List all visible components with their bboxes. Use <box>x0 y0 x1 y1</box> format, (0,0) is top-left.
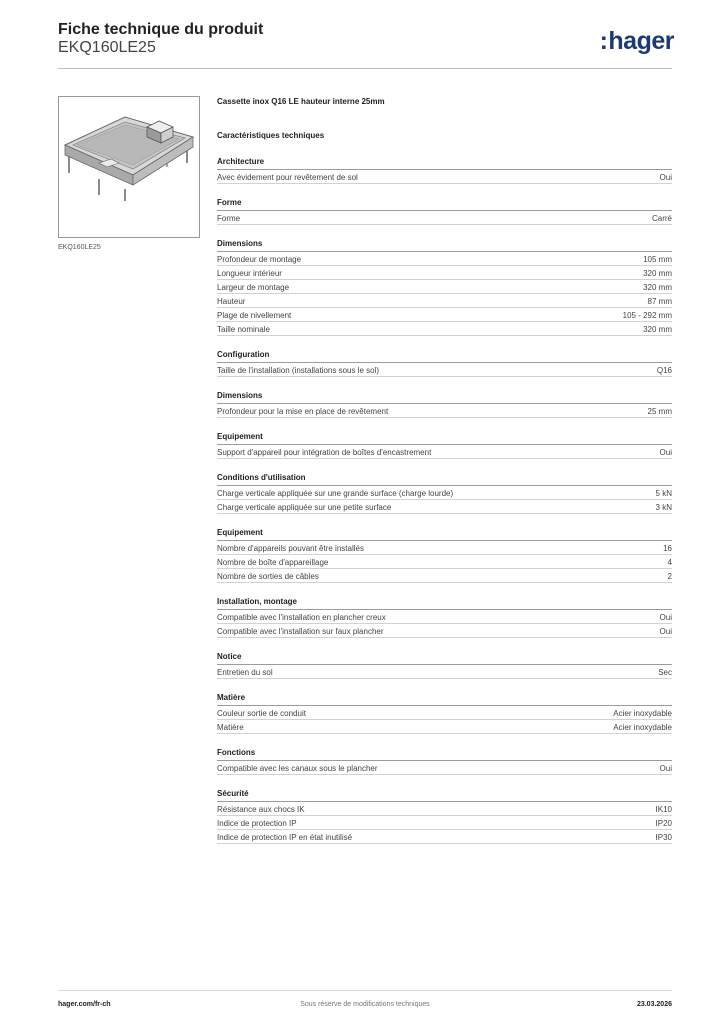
spec-group-title: Forme <box>217 197 672 211</box>
spec-value: Oui <box>659 627 672 636</box>
spec-label: Profondeur pour la mise en place de revêtement <box>217 407 389 416</box>
logo-text: hager <box>608 27 674 55</box>
spec-row <box>217 266 672 280</box>
spec-label: Avec évidement pour revêtement de sol <box>217 173 358 182</box>
spec-value: Oui <box>659 764 672 773</box>
footer-notice: Sous réserve de modifications techniques <box>300 1001 430 1008</box>
spec-group-title: Dimensions <box>217 238 672 252</box>
spec-label: Hauteur <box>217 297 246 306</box>
spec-group-title: Dimensions <box>217 390 672 404</box>
spec-group-title: Configuration <box>217 349 672 363</box>
spec-group <box>217 197 672 225</box>
spec-value: 320 mm <box>643 325 672 334</box>
spec-row <box>217 610 672 624</box>
spec-label: Forme <box>217 214 241 223</box>
spec-label: Nombre de sorties de câbles <box>217 572 319 581</box>
spec-group-title: Sécurité <box>217 788 672 802</box>
spec-group <box>217 472 672 514</box>
spec-row <box>217 555 672 569</box>
spec-group-title: Equipement <box>217 527 672 541</box>
spec-label: Indice de protection IP en état inutilisé <box>217 833 353 842</box>
spec-group-title: Notice <box>217 651 672 665</box>
spec-group-title: Installation, montage <box>217 596 672 610</box>
spec-value: 2 <box>667 572 672 581</box>
spec-row <box>217 252 672 266</box>
spec-value: 320 mm <box>643 283 672 292</box>
spec-value: Carré <box>651 214 672 223</box>
spec-group <box>217 788 672 844</box>
spec-group <box>217 651 672 679</box>
spec-row <box>217 830 672 844</box>
spec-value: 4 <box>667 558 672 567</box>
spec-group <box>217 349 672 377</box>
spec-group <box>217 747 672 775</box>
spec-row <box>217 294 672 308</box>
spec-row <box>217 665 672 679</box>
spec-value: IP30 <box>655 833 672 842</box>
spec-group <box>217 238 672 336</box>
spec-value: Oui <box>659 173 672 182</box>
spec-group-title: Equipement <box>217 431 672 445</box>
spec-value: Q16 <box>656 366 672 375</box>
spec-value: 16 <box>663 544 672 553</box>
footer-divider <box>58 990 672 991</box>
spec-label: Nombre d'appareils pouvant être installés <box>217 544 364 553</box>
spec-group <box>217 596 672 638</box>
spec-row <box>217 706 672 720</box>
spec-value: Acier inoxydable <box>613 709 672 718</box>
spec-label: Résistance aux chocs IK <box>217 805 305 814</box>
spec-value: 5 kN <box>655 489 672 498</box>
spec-row <box>217 322 672 336</box>
footer-date: 23.03.2026 <box>636 1001 672 1008</box>
spec-group <box>217 390 672 418</box>
spec-group <box>217 156 672 184</box>
spec-row <box>217 761 672 775</box>
spec-row <box>217 486 672 500</box>
spec-value: 105 mm <box>643 255 672 264</box>
spec-group <box>217 527 672 583</box>
spec-label: Largeur de montage <box>217 283 290 292</box>
spec-group-title: Conditions d'utilisation <box>217 472 672 486</box>
floor-box-cassette-illustration <box>59 97 199 237</box>
section-heading: Caractéristiques techniques <box>217 131 325 140</box>
spec-value: IK10 <box>655 805 672 814</box>
spec-label: Charge verticale appliquée sur une petite surface <box>217 503 392 512</box>
spec-label: Nombre de boîte d'appareillage <box>217 558 329 567</box>
spec-value: 105 - 292 mm <box>622 311 672 320</box>
spec-row <box>217 170 672 184</box>
spec-value: 3 kN <box>655 503 672 512</box>
spec-row <box>217 211 672 225</box>
spec-label: Matière <box>217 723 244 732</box>
spec-row <box>217 541 672 555</box>
spec-label: Longueur intérieur <box>217 269 282 278</box>
header-divider <box>58 68 672 69</box>
spec-label: Taille de l'installation (installations sous le sol) <box>217 366 380 375</box>
spec-value: Sec <box>658 668 672 677</box>
product-reference: EKQ160LE25 <box>58 39 156 56</box>
spec-row <box>217 363 672 377</box>
spec-label: Entretien du sol <box>217 668 273 677</box>
spec-label: Support d'appareil pour intégration de boîtes d'encastrement <box>217 448 432 457</box>
spec-row <box>217 802 672 816</box>
spec-row <box>217 816 672 830</box>
spec-label: Compatible avec les canaux sous le plancher <box>217 764 378 773</box>
spec-value: Oui <box>659 448 672 457</box>
spec-group-title: Matière <box>217 692 672 706</box>
spec-label: Couleur sortie de conduit <box>217 709 306 718</box>
spec-label: Indice de protection IP <box>217 819 297 828</box>
spec-label: Compatible avec l'installation sur faux plancher <box>217 627 384 636</box>
spec-group <box>217 692 672 734</box>
product-image <box>58 96 200 238</box>
spec-row <box>217 624 672 638</box>
spec-row <box>217 308 672 322</box>
spec-row <box>217 500 672 514</box>
spec-label: Charge verticale appliquée sur une grande surface (charge lourde) <box>217 489 454 498</box>
spec-label: Profondeur de montage <box>217 255 302 264</box>
image-caption: EKQ160LE25 <box>58 244 101 251</box>
spec-content <box>217 96 672 857</box>
spec-label: Plage de nivellement <box>217 311 292 320</box>
spec-row <box>217 445 672 459</box>
spec-label: Taille nominale <box>217 325 270 334</box>
spec-value: 25 mm <box>647 407 672 416</box>
spec-row <box>217 404 672 418</box>
spec-group-title: Fonctions <box>217 747 672 761</box>
spec-row <box>217 569 672 583</box>
spec-group <box>217 431 672 459</box>
spec-value: 87 mm <box>647 297 672 306</box>
logo-prefix: : <box>599 27 608 55</box>
spec-row <box>217 280 672 294</box>
hager-logo <box>600 28 674 54</box>
product-name: Cassette inox Q16 LE hauteur interne 25mm <box>217 97 385 106</box>
spec-group-title: Architecture <box>217 156 672 170</box>
spec-value: Acier inoxydable <box>613 723 672 732</box>
footer-website-link[interactable]: hager.com/fr-ch <box>58 1001 111 1008</box>
spec-label: Compatible avec l'installation en plancher creux <box>217 613 386 622</box>
spec-value: Oui <box>659 613 672 622</box>
spec-groups <box>217 156 672 844</box>
spec-row <box>217 720 672 734</box>
page-title: Fiche technique du produit <box>58 21 264 38</box>
spec-value: IP20 <box>655 819 672 828</box>
spec-value: 320 mm <box>643 269 672 278</box>
